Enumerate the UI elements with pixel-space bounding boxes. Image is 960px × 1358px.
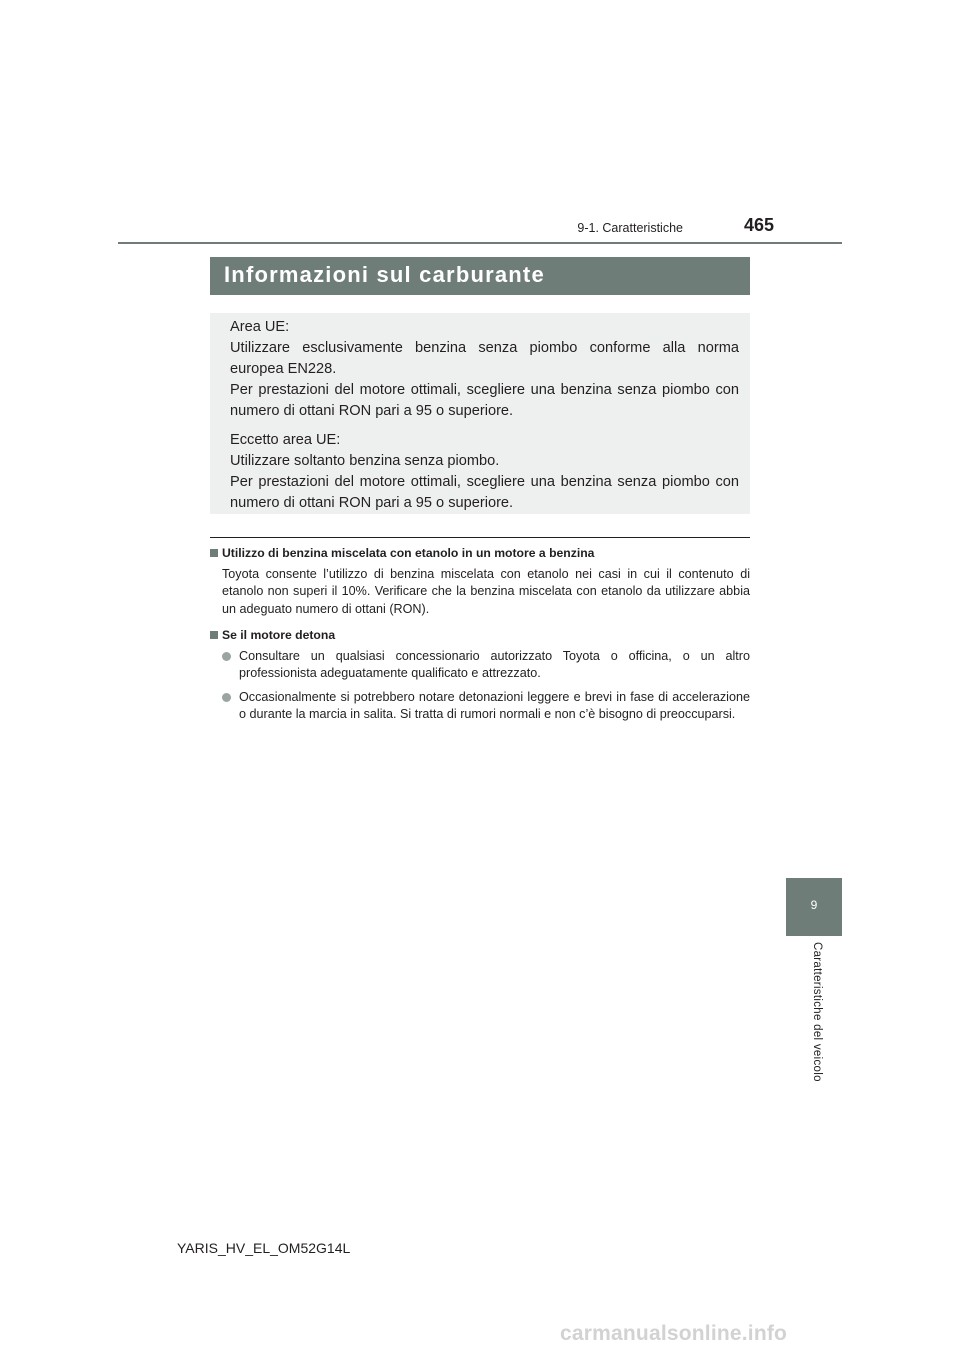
document-code: YARIS_HV_EL_OM52G14L — [177, 1240, 351, 1256]
eu-heading: Area UE: — [230, 319, 290, 335]
bullet-text: Occasionalmente si potrebbero notare detonazioni leggere e brevi in fase di accelerazione o durante la marcia in salita. Si tratta di rumori normali e non c’è bisogno di preoccuparsi. — [239, 689, 750, 721]
note-knocking — [210, 627, 750, 724]
header-rule — [118, 242, 842, 244]
section-divider — [210, 537, 750, 538]
non-eu-heading: Eccetto area UE: — [230, 432, 341, 448]
square-bullet-icon — [210, 631, 218, 639]
bullet-text: Consultare un qualsiasi concessionario autorizzato Toyota o officina, o un altro professionista adeguatamente qualificato e attrezzato. — [239, 648, 750, 680]
non-eu-requirement: Utilizzare soltanto benzina senza piombo. — [230, 453, 500, 469]
spacer — [230, 422, 739, 430]
eu-recommendation: Per prestazioni del motore ottimali, scegliere una benzina senza piombo con numero di ottani RON pari a 95 o superiore. — [230, 382, 739, 419]
chapter-title: Caratteristiche del veicolo — [811, 942, 823, 1082]
circle-bullet-icon — [222, 652, 231, 661]
fuel-info-box — [210, 313, 750, 514]
note-heading — [210, 545, 750, 563]
title-bar — [210, 257, 750, 295]
note-ethanol — [210, 545, 750, 618]
page-title: Informazioni sul carburante — [224, 262, 545, 287]
note-heading — [210, 627, 750, 645]
page-number: 465 — [743, 215, 774, 235]
circle-bullet-icon — [222, 693, 231, 702]
notes-section — [210, 545, 750, 733]
watermark: carmanualsonline.info — [560, 1322, 788, 1345]
note-heading-text: Se il motore detona — [222, 628, 336, 642]
eu-requirement: Utilizzare esclusivamente benzina senza piombo conforme alla norma europea EN228. — [230, 340, 739, 377]
note-body: Toyota consente l’utilizzo di benzina miscelata con etanolo nei casi in cui il contenuto di etanolo non superi il 10%. Verificare che la benzina miscelata con etanolo da utilizzare abbia un adeguato numero di ottani (RON). — [222, 566, 750, 616]
note-heading-text: Utilizzo di benzina miscelata con etanolo in un motore a benzina — [222, 546, 595, 560]
section-label: 9-1. Caratteristiche — [577, 221, 683, 235]
bullet-item — [222, 648, 750, 683]
non-eu-recommendation: Per prestazioni del motore ottimali, scegliere una benzina senza piombo con numero di ottani RON pari a 95 o superiore. — [230, 474, 739, 511]
square-bullet-icon — [210, 549, 218, 557]
bullet-item — [222, 689, 750, 724]
chapter-tab — [786, 878, 842, 936]
chapter-number: 9 — [810, 898, 818, 912]
